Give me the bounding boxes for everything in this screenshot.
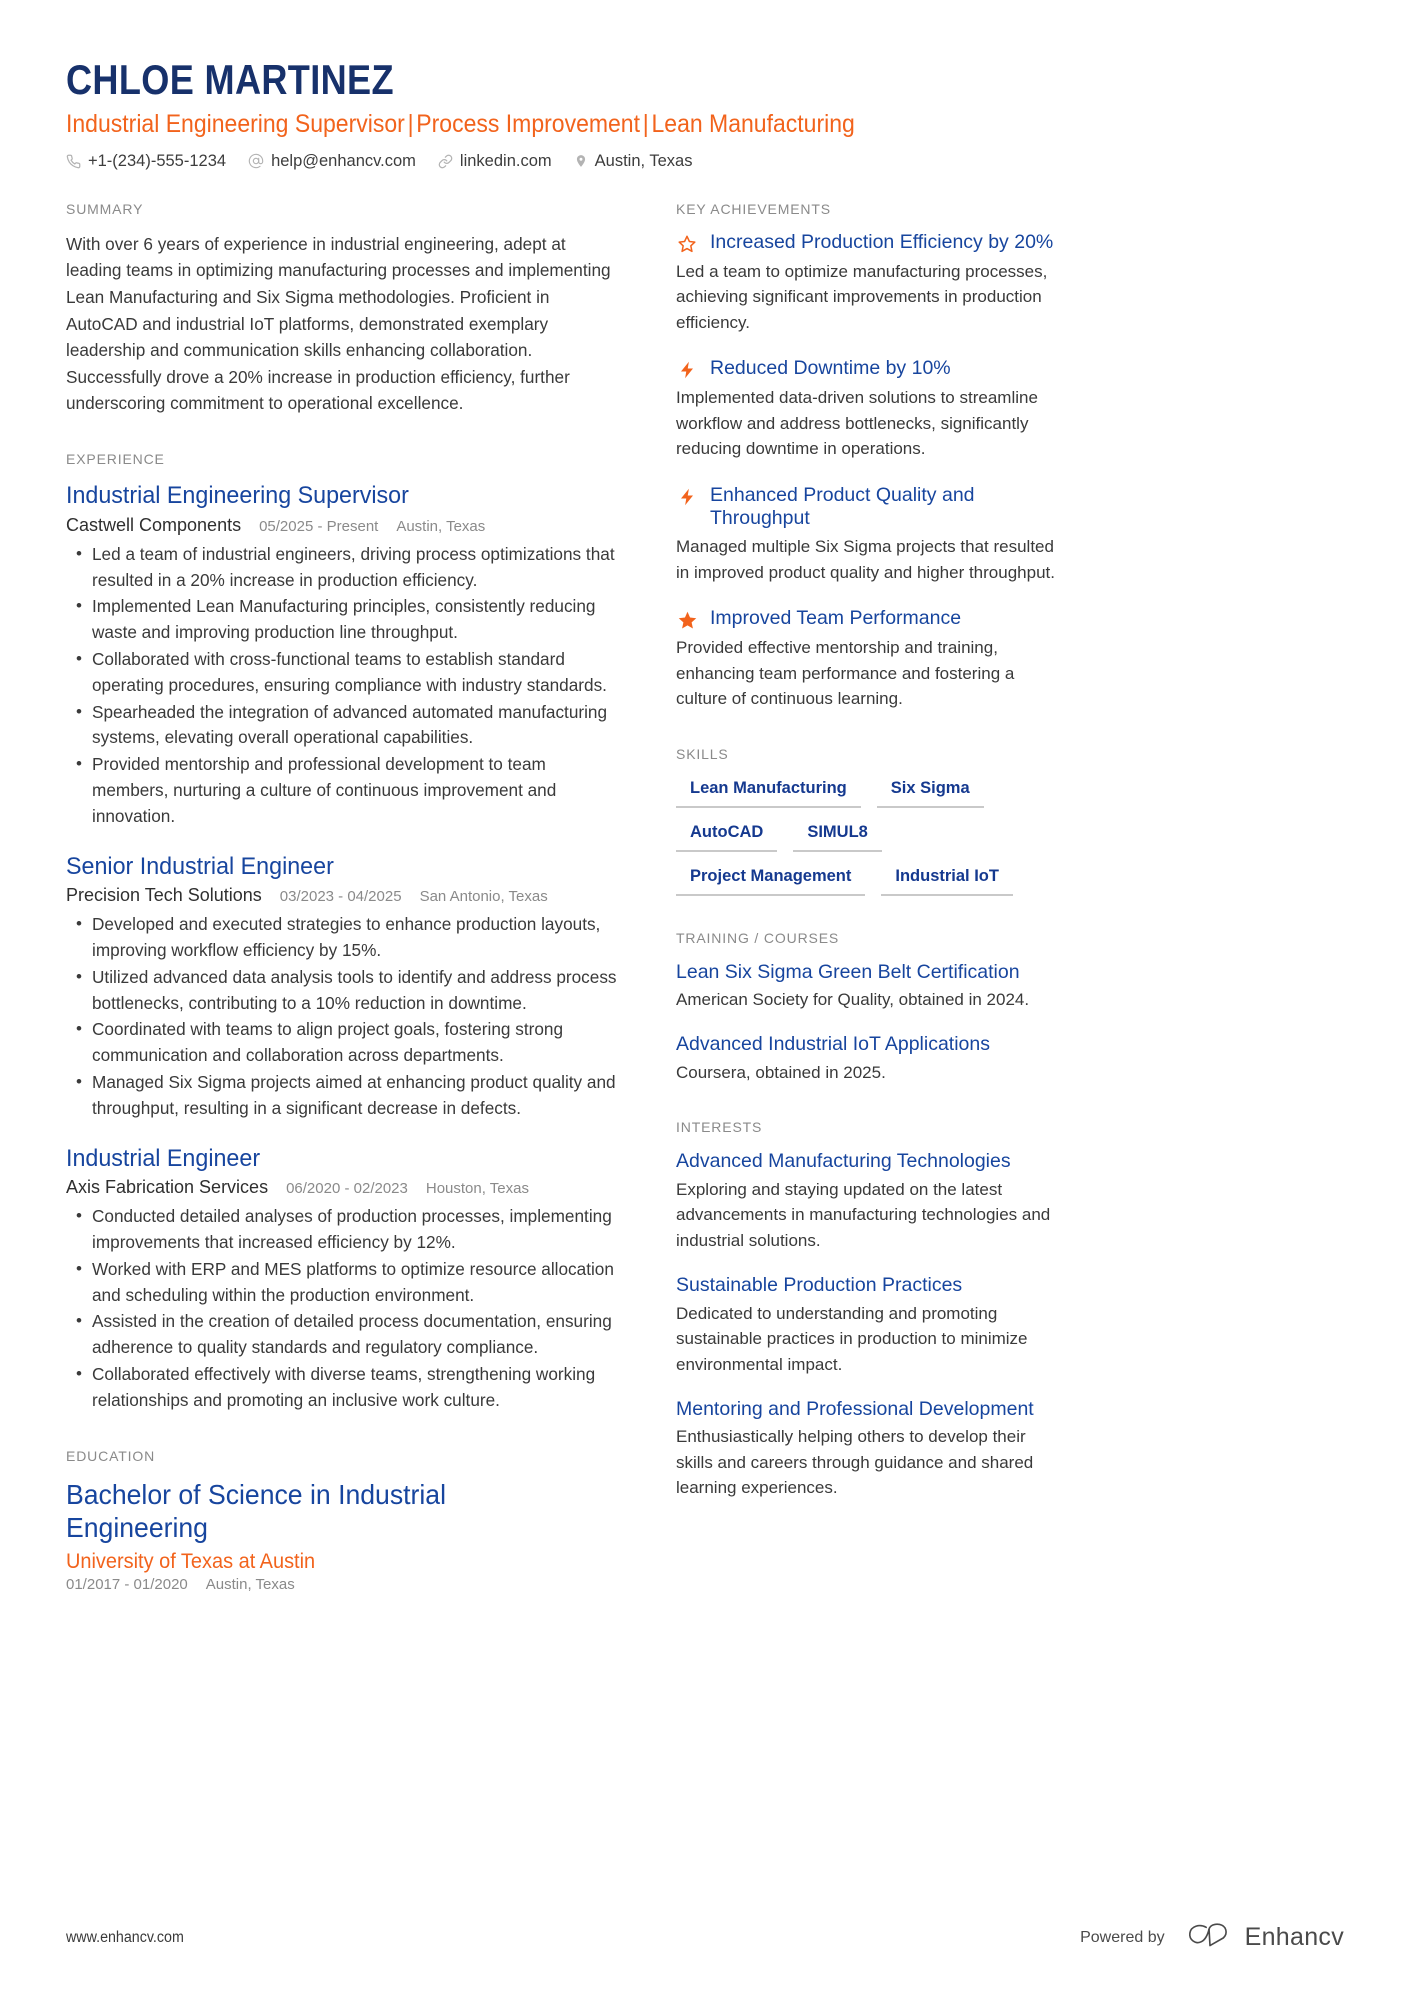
star-outline-icon: [676, 232, 698, 256]
job-dates: 05/2025 - Present: [259, 517, 379, 535]
achievement-item: [676, 231, 1066, 336]
achievements-section-label: KEY ACHIEVEMENTS: [676, 200, 831, 217]
skills-list: [676, 776, 1066, 896]
achievement-head: [676, 231, 1066, 256]
job-bullet: • Implemented Lean Manufacturing principles, consistently reducing waste and improving production line throughput.: [66, 594, 621, 646]
star-filled-icon: [676, 608, 698, 632]
achievement-item: [676, 607, 1066, 712]
right-column: [676, 201, 1066, 1535]
job-meta: [66, 1177, 621, 1198]
education-meta: [66, 1576, 621, 1593]
summary-section-label: SUMMARY: [66, 200, 144, 217]
contact-bar: [66, 152, 1344, 171]
job-bullet: • Conducted detailed analyses of production processes, implementing improvements that increased efficiency by 12%.: [66, 1204, 621, 1256]
achievement-title: Improved Team Performance: [710, 607, 962, 630]
section-interests: [676, 1119, 1066, 1501]
interest-item: [676, 1273, 1066, 1377]
interests-section-label: INTERESTS: [676, 1119, 763, 1136]
training-description: Coursera, obtained in 2025.: [676, 1062, 886, 1082]
job-company: Precision Tech Solutions: [66, 885, 262, 906]
footer-branding: [1080, 1922, 1344, 1953]
training-section-label: TRAINING / COURSES: [676, 929, 840, 946]
training-item: [676, 960, 1066, 1013]
training-title: Advanced Industrial IoT Applications: [676, 1033, 990, 1056]
headline-part-2: Process Improvement: [416, 110, 640, 139]
achievement-head: [676, 607, 1066, 632]
job-meta: [66, 515, 621, 536]
interest-description: Dedicated to understanding and promoting sustainable practices in production to minimize environmental impact.: [676, 1303, 1028, 1374]
achievement-description: Led a team to optimize manufacturing processes, achieving significant improvements in production efficiency.: [676, 261, 1048, 332]
powered-by-label: Powered by: [1080, 1928, 1165, 1946]
skill-tag: Lean Manufacturing: [676, 776, 861, 808]
headline-part-1: Industrial Engineering Supervisor: [66, 110, 405, 139]
training-description: American Society for Quality, obtained in 2024.: [676, 989, 1030, 1009]
job-bullet: • Coordinated with teams to align project goals, fostering strong communication and collaboration across departments.: [66, 1017, 621, 1069]
resume-body: [66, 201, 1344, 1627]
achievement-description: Managed multiple Six Sigma projects that resulted in improved product quality and higher throughput.: [676, 537, 1055, 582]
achievement-description: Implemented data-driven solutions to streamline workflow and address bottlenecks, significantly reducing downtime in operations.: [676, 388, 1038, 459]
resume-footer: [66, 1922, 1344, 1953]
interest-title: Mentoring and Professional Development: [676, 1398, 1034, 1421]
job-bullet: • Assisted in the creation of detailed process documentation, ensuring adherence to quality standards and regulatory compliance.: [66, 1309, 621, 1361]
experience-entry: [66, 1144, 621, 1414]
job-bullet: • Spearheaded the integration of advanced automated manufacturing systems, elevating overall operational capabilities.: [66, 700, 621, 752]
section-summary: [66, 201, 621, 418]
experience-entry: [66, 481, 621, 829]
job-location: Austin, Texas: [396, 517, 486, 535]
candidate-name: CHLOE MARTINEZ: [66, 56, 394, 103]
education-school: University of Texas at Austin: [66, 1549, 316, 1573]
job-bullet: • Provided mentorship and professional development to team members, nurturing a culture of continuous improvement and innovation.: [66, 752, 621, 829]
job-title: Industrial Engineer: [66, 1144, 261, 1172]
achievement-title: Enhanced Product Quality and Throughput: [710, 483, 975, 530]
contact-email-value: help@enhancv.com: [271, 151, 416, 170]
job-bullet: • Worked with ERP and MES platforms to optimize resource allocation and scheduling within the production environment.: [66, 1257, 621, 1309]
section-skills: [676, 746, 1066, 896]
enhancv-brand-name: Enhancv: [1244, 1923, 1344, 1951]
training-item: [676, 1032, 1066, 1085]
training-title: Lean Six Sigma Green Belt Certification: [676, 960, 1020, 983]
education-location: Austin, Texas: [205, 1575, 295, 1593]
experience-entry: [66, 852, 621, 1122]
education-degree: Bachelor of Science in Industrial Engineering: [66, 1478, 446, 1544]
summary-text: With over 6 years of experience in industrial engineering, adept at leading teams in optimizing manufacturing processes and implementing Lean Manufacturing and Six Sigma methodologies. Proficient in AutoCAD and industrial IoT platforms, demonstrated exemplary leadership and communication skills enhancing collaboration. Successfully drove a 20% increase in production efficiency, further underscoring commitment to operational excellence.: [66, 233, 611, 414]
interest-title: Sustainable Production Practices: [676, 1274, 963, 1297]
section-training-courses: [676, 930, 1066, 1086]
job-company: Castwell Components: [66, 514, 242, 535]
contact-phone[interactable]: [66, 152, 226, 171]
contact-email[interactable]: [248, 152, 416, 171]
education-entry: [66, 1478, 621, 1593]
section-experience: [66, 451, 621, 1413]
headline-separator-2: |: [642, 110, 649, 139]
section-education: [66, 1448, 621, 1593]
achievement-title: Reduced Downtime by 10%: [710, 357, 951, 380]
interest-description: Enthusiastically helping others to develop their skills and careers through guidance and shared learning experiences.: [676, 1427, 1034, 1498]
job-company: Axis Fabrication Services: [66, 1177, 269, 1198]
job-bullets: [66, 1204, 621, 1413]
candidate-headline: [66, 108, 1242, 141]
job-location: San Antonio, Texas: [419, 888, 548, 906]
achievement-description: Provided effective mentorship and training, enhancing team performance and fostering a culture of continuous learning.: [676, 638, 1015, 709]
job-bullet: • Collaborated with cross-functional teams to establish standard operating procedures, ensuring compliance with industry standards.: [66, 647, 621, 699]
left-column: [66, 201, 621, 1627]
achievement-item: [676, 357, 1066, 462]
job-dates: 06/2020 - 02/2023: [286, 1180, 408, 1198]
enhancv-brand: [1187, 1922, 1344, 1953]
interest-item: [676, 1149, 1066, 1253]
footer-website-url[interactable]: www.enhancv.com: [66, 1928, 184, 1946]
interest-title: Advanced Manufacturing Technologies: [676, 1150, 1011, 1173]
achievement-head: [676, 357, 1066, 382]
contact-link-value: linkedin.com: [459, 151, 552, 170]
skill-tag: Industrial IoT: [881, 864, 1013, 896]
contact-location-value: Austin, Texas: [594, 151, 693, 170]
location-pin-icon: [574, 154, 588, 168]
section-key-achievements: [676, 201, 1066, 712]
resume-header: [66, 56, 1344, 171]
interest-description: Exploring and staying updated on the latest advancements in manufacturing technologies and industrial solutions.: [676, 1179, 1051, 1250]
phone-icon: [66, 154, 81, 169]
skill-tag: Six Sigma: [877, 776, 984, 808]
enhancv-logo-icon: [1187, 1922, 1233, 1953]
skill-tag: SIMUL8: [793, 820, 882, 852]
contact-location: [574, 152, 693, 171]
achievement-head: [676, 484, 1066, 532]
job-location: Houston, Texas: [425, 1180, 529, 1198]
contact-link[interactable]: [438, 152, 552, 171]
lightning-bolt-icon: [676, 358, 698, 382]
skill-tag: AutoCAD: [676, 820, 777, 852]
job-bullet: • Developed and executed strategies to enhance production layouts, improving workflow efficiency by 15%.: [66, 912, 621, 964]
contact-phone-value: +1-(234)-555-1234: [88, 151, 227, 170]
interest-item: [676, 1397, 1066, 1501]
job-bullets: [66, 542, 621, 830]
achievement-title: Increased Production Efficiency by 20%: [710, 230, 1054, 253]
skill-tag: Project Management: [676, 864, 865, 896]
job-meta: [66, 885, 621, 906]
job-dates: 03/2023 - 04/2025: [279, 888, 402, 906]
link-icon: [438, 154, 453, 169]
education-dates: 01/2017 - 01/2020: [66, 1575, 188, 1593]
email-icon: [248, 153, 264, 169]
lightning-bolt-icon: [676, 485, 698, 509]
job-bullets: [66, 912, 621, 1121]
job-title: Industrial Engineering Supervisor: [66, 482, 409, 510]
achievement-item: [676, 484, 1066, 586]
headline-separator-1: |: [407, 110, 414, 139]
job-bullet: • Collaborated effectively with diverse teams, strengthening working relationships and promoting an inclusive work culture.: [66, 1362, 621, 1414]
skills-section-label: SKILLS: [676, 745, 729, 762]
job-bullet: • Managed Six Sigma projects aimed at enhancing product quality and throughput, resulting in a significant decrease in defects.: [66, 1070, 621, 1122]
job-title: Senior Industrial Engineer: [66, 852, 334, 880]
education-section-label: EDUCATION: [66, 1447, 156, 1464]
job-bullet: • Utilized advanced data analysis tools to identify and address process bottlenecks, contributing to a 10% reduction in downtime.: [66, 965, 621, 1017]
job-bullet: • Led a team of industrial engineers, driving process optimizations that resulted in a 20% increase in production efficiency.: [66, 542, 621, 594]
headline-part-3: Lean Manufacturing: [651, 110, 855, 139]
experience-section-label: EXPERIENCE: [66, 451, 165, 468]
